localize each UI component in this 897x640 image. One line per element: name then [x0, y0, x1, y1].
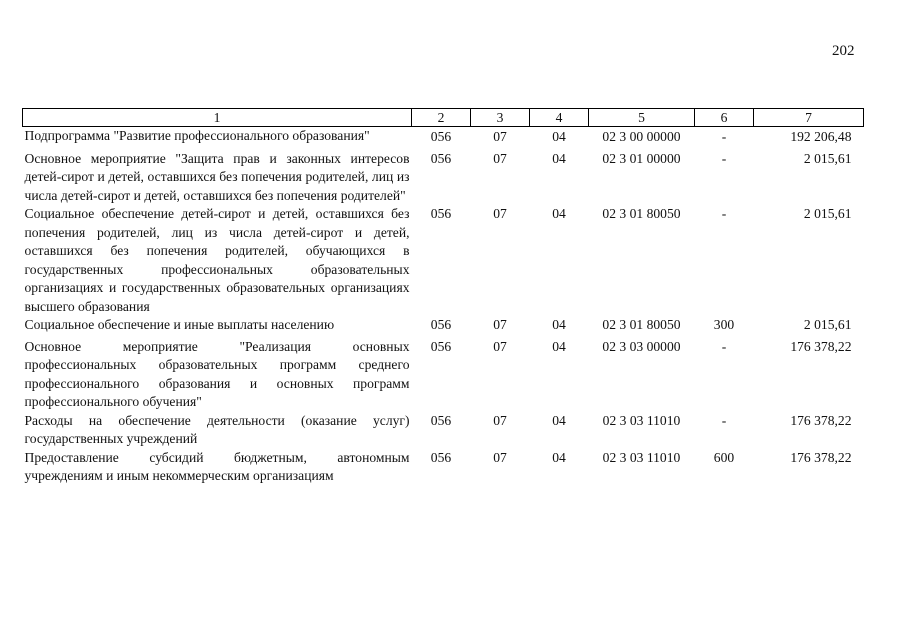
cell-c4: 04: [552, 449, 566, 465]
cell-c4: 04: [552, 338, 566, 354]
cell-c2: 056: [430, 412, 452, 428]
cell-c2: 056: [430, 150, 452, 166]
cell-c6: -: [721, 206, 727, 221]
cell-c3: 07: [493, 129, 507, 144]
header-col-1: 1: [23, 109, 412, 127]
cell-c7: 2 015,61: [803, 317, 852, 332]
header-row: [23, 109, 864, 127]
cell-c3: 07: [493, 412, 507, 428]
cell-c4: 04: [552, 412, 566, 428]
row-name: Предоставление субсидий бюджетным, автономным учреждениям и иным некоммерческим организациям: [24, 449, 410, 483]
cell-c3: 07: [493, 317, 507, 332]
cell-c5: 02 3 01 00000: [602, 150, 681, 166]
cell-c4: 04: [552, 150, 566, 166]
header-col-4: 4: [530, 109, 589, 127]
cell-c5: 02 3 03 11010: [602, 449, 681, 465]
table-row: [23, 449, 864, 486]
cell-c2: 056: [430, 129, 452, 144]
cell-c7: 192 206,48: [790, 129, 852, 144]
cell-c5: 02 3 01 80050: [602, 206, 681, 221]
cell-c6: -: [721, 412, 727, 428]
table-row: [23, 412, 864, 449]
cell-c2: 056: [430, 206, 452, 221]
row-name: Социальное обеспечение и иные выплаты населению: [24, 317, 335, 332]
cell-c6: -: [721, 129, 727, 144]
cell-c6: -: [721, 338, 727, 354]
cell-c5: 02 3 00 00000: [602, 129, 681, 144]
row-name: Подпрограмма "Развитие профессионального образования": [24, 128, 370, 143]
row-name: Расходы на обеспечение деятельности (оказание услуг) государственных учреждений: [24, 412, 410, 446]
header-col-3: 3: [471, 109, 530, 127]
table-row: [23, 205, 864, 316]
cell-c7: 176 378,22: [790, 449, 852, 465]
table-row: [23, 338, 864, 412]
table-row: [23, 316, 864, 338]
cell-c7: 176 378,22: [790, 338, 852, 354]
table-row: [23, 150, 864, 206]
cell-c2: 056: [430, 338, 452, 354]
cell-c7: 2 015,61: [803, 150, 852, 166]
cell-c4: 04: [552, 129, 566, 144]
cell-c6: 600: [713, 449, 735, 465]
cell-c6: -: [721, 150, 727, 166]
budget-table: [22, 108, 864, 486]
header-col-5: 5: [589, 109, 695, 127]
cell-c3: 07: [493, 338, 507, 354]
cell-c6: 300: [713, 317, 735, 332]
header-col-7: 7: [754, 109, 864, 127]
page-number: 202: [832, 43, 855, 59]
cell-c3: 07: [493, 449, 507, 465]
cell-c3: 07: [493, 206, 507, 221]
table-row: [23, 127, 864, 150]
header-col-2: 2: [412, 109, 471, 127]
header-col-6: 6: [695, 109, 754, 127]
cell-c5: 02 3 03 00000: [602, 338, 681, 354]
cell-c2: 056: [430, 449, 452, 465]
row-name: Социальное обеспечение детей-сирот и детей, оставшихся без попечения родителей, лиц из числа детей-сирот и детей, оставшихся без попечения родителей, обучающихся в государственных профессиональных образовательных организациях и государственных образовательных организациях высшего образования: [24, 206, 410, 314]
cell-c7: 2 015,61: [803, 206, 852, 221]
cell-c3: 07: [493, 150, 507, 166]
cell-c5: 02 3 01 80050: [602, 317, 681, 332]
row-name: Основное мероприятие "Реализация основных профессиональных образовательных программ среднего профессионального образования и основных программ профессионального обучения": [24, 338, 410, 409]
cell-c2: 056: [430, 317, 452, 332]
cell-c4: 04: [552, 317, 566, 332]
cell-c4: 04: [552, 206, 566, 221]
row-name: Основное мероприятие "Защита прав и законных интересов детей-сирот и детей, оставшихся без попечения родителей, лиц из числа детей-сирот и детей, оставшихся без попечения родителей": [24, 150, 410, 203]
cell-c7: 176 378,22: [790, 412, 852, 428]
cell-c5: 02 3 03 11010: [602, 412, 681, 428]
